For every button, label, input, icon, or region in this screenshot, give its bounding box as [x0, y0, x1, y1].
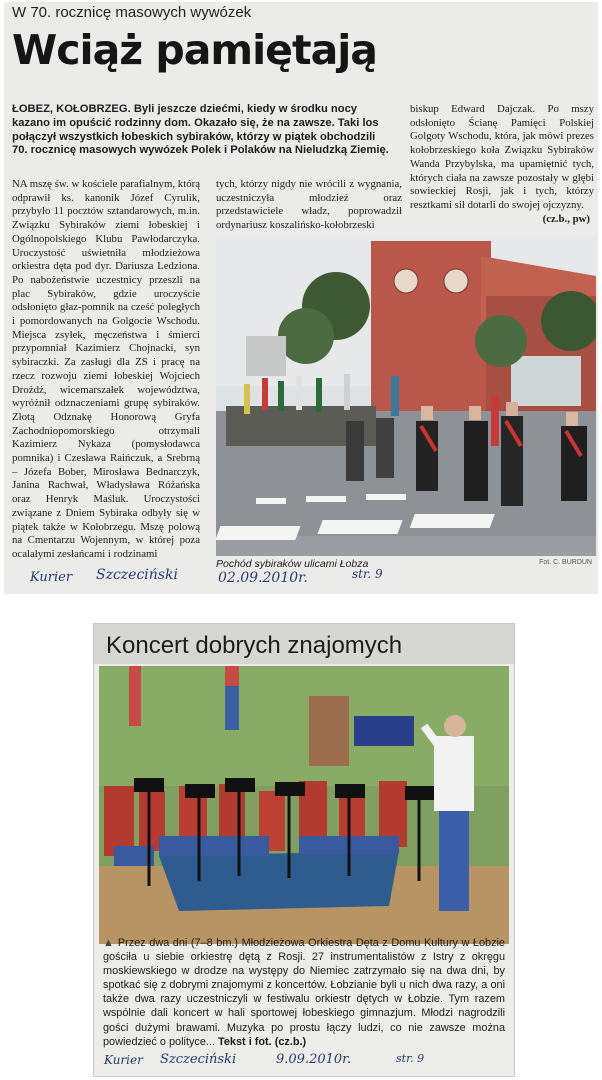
- article-column-2: tych, którzy nigdy nie wrócili z wygnania, uczestniczyła młodzież oraz przedstawiciele władz, poprowadził ordynariusz koszalińsko-kołobrzeski: [216, 178, 402, 232]
- orchestra-photo: [99, 666, 509, 944]
- photo-credit: Fot. C. BURDUN: [539, 559, 592, 566]
- article-headline: Wciąż pamiętają: [12, 26, 377, 74]
- article-2-text: Przez dwa dni (7–8 bm.) Młodzieżowa Orkiestra Dęta z Domu Kultury w Łobzie gościła u siebie orkiestrę dętą z Rosji. 27 instrumentalistów z Istry z okręgu moskiewskiego w drodze na występy do Niemiec zatrzymało się na dwa dni, by spotkać się z dobrymi znajomymi z koncertów. Łobzianie byli u nich dwa razy, a oni także dwa razy uczestniczyli w festiwalu orkiestr dętych w Łobzie. Tym razem wspólnie dali koncert w hali sportowej łobeskiego gimnazjum. Młodzi nagrodzili gości dużymi brawami. Muzyka po prostu łączy ludzi, co nie zawsze można powiedzieć o polityce...: [103, 937, 505, 1048]
- handwritten-source-city-2: Szczeciński: [160, 1052, 237, 1067]
- article-2-headline: Koncert dobrych znajomych: [106, 632, 403, 659]
- handwritten-source-city: Szczeciński: [96, 567, 178, 583]
- article-column-1: NA mszę św. w kościele parafialnym, którą odprawił ks. kanonik Józef Cyrulik, przybyło 11 pocztów sztandarowych, m.in. Związku Sybiraków ziemi łobeskiej i Ogólnopolskiego Klubu Pawłodarczyka. Uroczystość uświetniła młodzieżowa orkiestra dęta pod dyr. Dariusza Ledziona. Po nabożeństwie uczestnicy przeszli na plac Sybiraków, gdzie uroczyście odsłonięto głaz-pomnik na cześć poległych i pomordowanych na Golgocie Wschodu. Miejsca zsyłek, męczeństwa i śmierci przypomniał Kazimierz Chojnacki, syn sybiraczki. Za zasługi dla ZS i pracę na rzecz rozwoju ziemi łobeskiej Wojciech Drożdż, wicemarszałek województwa, wyróżnił odznaczeniami grupę sybiraków. Złotą Odznakę Honorową Gryfa Zachodniopomorskiego otrzymali Kazimierz Nykaza (pomysłodawca pomnika) i Czesława Raińczuk, a Srebrną – Józefa Bober, Mirosława Bednarczyk, Janina Rachwał, Władysława Różańska oraz Henryk Maśluk. Uroczystości związane z Dniem Sybiraka odbyły się w piątek także w Kołobrzegu. Mszę polową na Cmentarzu Wojennym, w której poza ocalałymi zesłańcami i rodzinami: [12, 178, 200, 560]
- handwritten-page: str. 9: [352, 567, 383, 581]
- article-2-body: [103, 936, 505, 1049]
- article-2-signature: Tekst i fot. (cz.b.): [218, 1035, 307, 1048]
- article-column-3: biskup Edward Dajczak. Po mszy odsłonięto Ścianę Pamięci Polskiej Golgoty Wschodu, która, jak mówi prezes kołobrzeskiego koła Związku Sybiraków Wanda Przybylska, ma upamiętnić tych, których ciała na zawsze pozostały w głębi sowieckiej Rosji, jak i tych, którzy resztkami sił dotarli do swojej ojczyzny.: [410, 103, 594, 211]
- newspaper-clipping-1: [4, 2, 598, 594]
- article-2-header: [94, 624, 514, 664]
- handwritten-source-name-2: Kurier: [104, 1053, 143, 1067]
- article-kicker: W 70. rocznicę masowych wywózek: [12, 4, 252, 21]
- article-lead: ŁOBEZ, KOŁOBRZEG. Byli jeszcze dziećmi, kiedy w środku nocy kazano im opuścić rodzinny dom. Okazało się, że na zawsze. Taki los połączył wszystkich łobeskich sybiraków, którzy w piątek obchodzili 70. rocznicę masowych wywózek Polek i Polaków na Nieludzką Ziemię.: [12, 103, 389, 157]
- handwritten-date: 02.09.2010r.: [218, 570, 308, 586]
- procession-photo: [216, 236, 596, 556]
- marker-triangle-icon: ▲: [103, 937, 115, 949]
- photo-caption: Pochód sybiraków ulicami Łobza: [216, 558, 369, 570]
- handwritten-date-2: 9.09.2010r.: [276, 1052, 352, 1067]
- article-signature: (cz.b., pw): [542, 213, 590, 225]
- handwritten-source-name: Kurier: [30, 570, 73, 585]
- newspaper-clipping-2: [93, 623, 515, 1077]
- handwritten-page-2: str. 9: [396, 1052, 425, 1065]
